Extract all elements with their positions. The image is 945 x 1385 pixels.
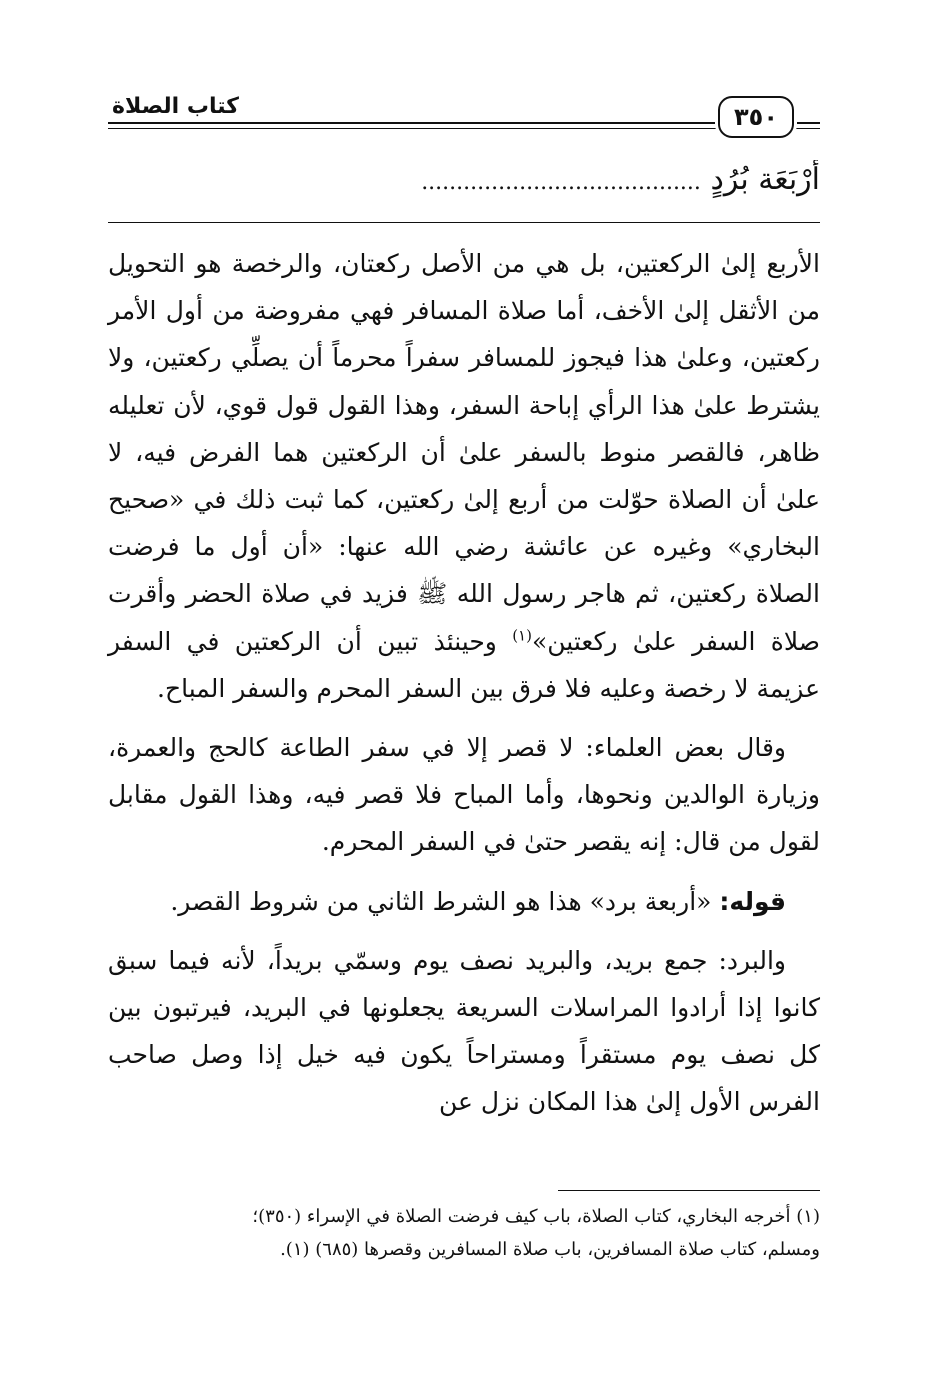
paragraph-3-lead: قوله: — [719, 886, 786, 916]
body-text — [108, 240, 820, 1126]
page-number: ٣٥٠ — [718, 96, 794, 138]
paragraph-1-tail: وحينئذ تبين أن الركعتين في السفر عزيمة لا رخصة وعليه فلا فرق بين السفر المحرم والسفر المباح. — [108, 626, 820, 703]
footnote-divider — [558, 1190, 820, 1191]
header-rule-thin — [108, 128, 820, 129]
paragraph-3-text: «أربعة برد» هذا هو الشرط الثاني من شروط القصر. — [170, 886, 720, 916]
paragraph-2-text: وقال بعض العلماء: لا قصر إلا في سفر الطاعة كالحج والعمرة، وزيارة الوالدين ونحوها، وأما المباح فلا قصر فيه، وهذا القول مقابل لقول من قال: إنه يقصر حتىٰ في السفر المحرم. — [108, 733, 820, 857]
book-title: كتاب الصلاة — [108, 92, 251, 122]
paragraph-1-text: الأربع إلىٰ الركعتين، بل هي من الأصل ركعتان، والرخصة هو التحويل من الأثقل إلىٰ الأخف، أما صلاة المسافر فهي مفروضة من أول الأمر ركعتين، وعلىٰ هذا فيجوز للمسافر سفراً محرماً أن يصلِّي ركعتين، ولا يشترط علىٰ هذا الرأي إباحة السفر، وهذا القول قول قوي، لأن تعليله ظاهر، فالقصر منوط بالسفر علىٰ أن الركعتين هما الفرض فيه، لا علىٰ أن الصلاة حوّلت من أربع إلىٰ ركعتين، كما ثبت ذلك في «صحيح البخاري» وغيره عن عائشة رضي الله عنها: «أن أول ما فرضت الصلاة ركعتين، ثم هاجر رسول الله ﷺ فزيد في صلاة الحضر وأقرت صلاة السفر علىٰ ركعتين» — [108, 249, 820, 656]
paragraph-4-text: والبرد: جمع بريد، والبريد نصف يوم وسمّي بريداً، لأنه فيما سبق كانوا إذا أرادوا المراسلات السريعة يجعلونها في البريد، فيرتبون بين كل نصف يوم مستقراً ومستراحاً يكون فيه خيل إذا وصل صاحب الفرس الأول إلىٰ هذا المكان نزل عن — [108, 945, 820, 1117]
footnotes — [108, 1200, 820, 1266]
matn-dots: ........................................ — [421, 170, 701, 195]
footnote-line-1: (١) أخرجه البخاري، كتاب الصلاة، باب كيف فرضت الصلاة في الإسراء (٣٥٠)؛ — [252, 1206, 820, 1227]
paragraph-4 — [108, 937, 820, 1126]
matn-heading — [108, 160, 820, 203]
paragraph-1 — [108, 240, 820, 712]
paragraph-2 — [108, 724, 820, 866]
matn-text: أَرْبَعَة بُرُدٍ — [710, 162, 820, 197]
footnote-line-2: ومسلم، كتاب صلاة المسافرين، باب صلاة المسافرين وقصرها (٦٨٥) (١). — [280, 1239, 820, 1260]
matn-divider — [108, 222, 820, 223]
paragraph-3 — [108, 878, 820, 925]
header-rule-thick — [108, 122, 820, 124]
footnote-ref[interactable]: (١) — [512, 626, 532, 645]
page-header — [108, 92, 820, 136]
